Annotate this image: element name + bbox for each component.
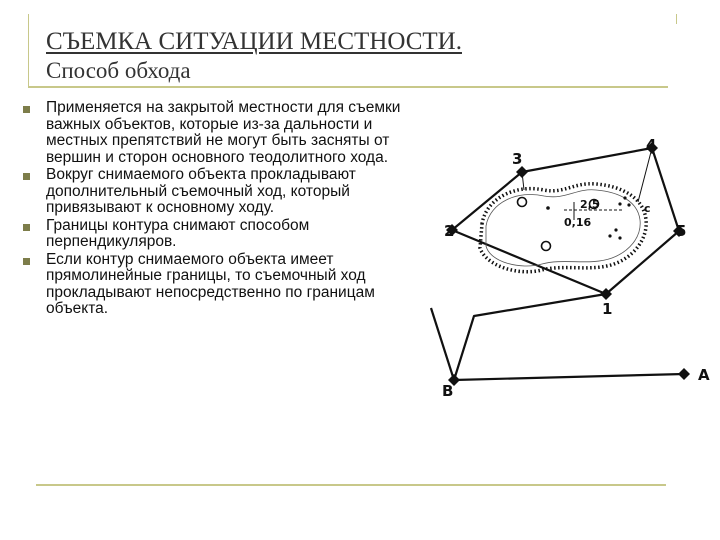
- square-bullet-icon: [23, 258, 30, 265]
- title-subtitle: Способ обхода: [46, 58, 191, 84]
- traverse-lines: [431, 148, 687, 380]
- vertex-label-4: 4: [646, 136, 657, 154]
- vertex-label-b: B: [442, 382, 454, 400]
- square-bullet-icon: [23, 224, 30, 231]
- offset-value-top: 2,5: [580, 198, 600, 211]
- bullet-text: Применяется на закрытой местности для съемки важных объектов, которые из-за дальности и местных препятствий не могут быть засняты от вершин и сторон основного теодолитного хода.: [46, 99, 401, 166]
- vertex-label-2: 2: [444, 222, 455, 240]
- survey-traverse-line: [431, 308, 454, 380]
- bullet-item: [20, 100, 406, 166]
- vertex-label-5: 5: [676, 222, 687, 240]
- vertex-label-a: A: [698, 366, 710, 384]
- title-main: СЪЕМКА СИТУАЦИИ МЕСТНОСТИ.: [46, 28, 462, 55]
- square-bullet-icon: [23, 173, 30, 180]
- bullet-text: Вокруг снимаемого объекта прокладывают дополнительный съемочный ход, который привязывают к основному ходу.: [46, 166, 356, 216]
- offset-value-bottom: 0,16: [564, 216, 592, 229]
- bullet-item: [20, 167, 406, 217]
- square-bullet-icon: [23, 106, 30, 113]
- connection-line-b-1: [454, 294, 606, 380]
- title-divider: [28, 86, 668, 88]
- bullet-list: [20, 100, 406, 319]
- main-traverse-line: [454, 374, 684, 380]
- footer-divider: [36, 484, 666, 486]
- contour-letter-c: c: [644, 202, 651, 215]
- vertex-label-3: 3: [512, 150, 523, 168]
- slide-title: [46, 26, 462, 86]
- bullet-item: [20, 218, 406, 251]
- decorative-corner-line: [676, 14, 677, 24]
- bullet-item: [20, 252, 406, 318]
- traverse-diagram: [424, 128, 716, 408]
- vertex-label-1: 1: [602, 300, 613, 318]
- bullet-text: Границы контура снимают способом перпендикуляров.: [46, 216, 310, 250]
- vertex-markers: [446, 142, 690, 386]
- bullet-text: Если контур снимаемого объекта имеет прямолинейные границы, то съемочный ход прокладывают непосредственно по границам объекта.: [46, 250, 375, 317]
- decorative-vertical-line: [28, 14, 29, 86]
